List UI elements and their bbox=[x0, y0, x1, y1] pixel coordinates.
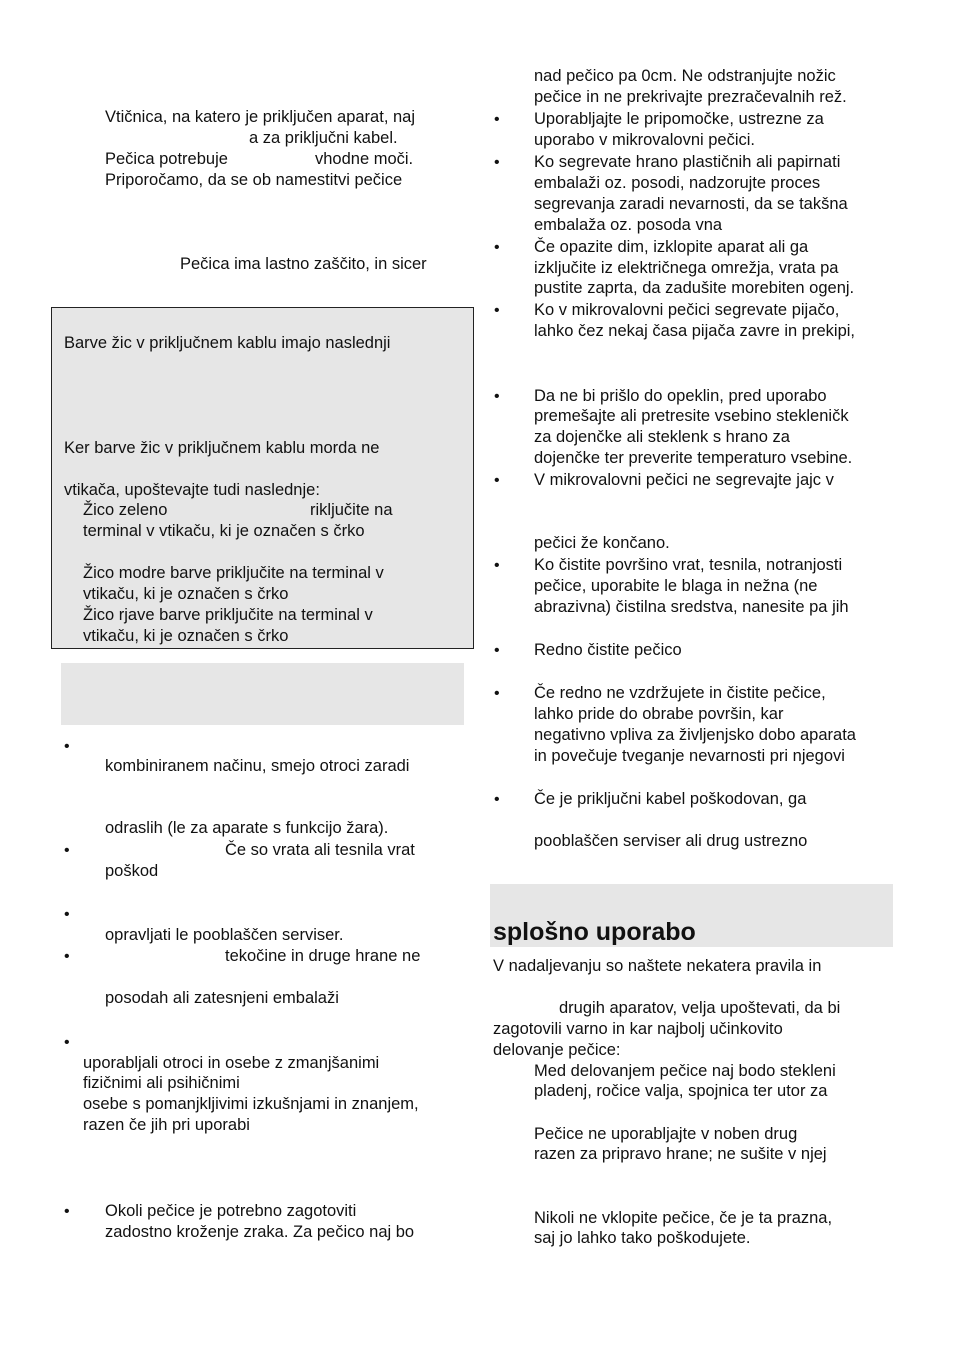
bullet: • bbox=[64, 842, 70, 859]
box-line: riključite na bbox=[310, 501, 393, 519]
list-item-line: Če opazite dim, izklopite aparat ali ga bbox=[534, 238, 809, 256]
box-line: vtikaču, ki je označen s črko bbox=[83, 627, 289, 645]
box-line: Barve žic v priključnem kablu imajo naslednji bbox=[64, 334, 391, 352]
paragraph-line: Pečice ne uporabljajte v noben drug bbox=[534, 1125, 798, 1143]
paragraph-line: vhodne moči. bbox=[315, 150, 414, 168]
list-item-line: fizičnimi ali psihičnimi bbox=[83, 1074, 240, 1092]
list-item-line: odraslih (le za aparate s funkcijo žara). bbox=[105, 819, 389, 837]
paragraph-line: Pečica potrebuje bbox=[105, 150, 228, 168]
paragraph-line: pečice in ne prekrivajte prezračevalnih rež. bbox=[534, 88, 847, 106]
paragraph-line: Pečica ima lastno zaščito, in sicer bbox=[180, 255, 427, 273]
paragraph-line: Nikoli ne vklopite pečice, če je ta prazna, bbox=[534, 1209, 833, 1227]
list-item-line: in povečuje tveganje nevarnosti pri njegovi bbox=[534, 747, 845, 765]
bullet: • bbox=[64, 738, 70, 755]
list-item-line: Ko v mikrovalovni pečici segrevate pijačo, bbox=[534, 301, 840, 319]
bullet: • bbox=[64, 906, 70, 923]
list-item-line: dojenčke ter preverite temperaturo vsebine. bbox=[534, 449, 853, 467]
list-item-line: pečice, uporabite le blaga in nežna (ne bbox=[534, 577, 818, 595]
list-item-line: za dojenčke ali steklenk s hrano za bbox=[534, 428, 790, 446]
box-line: Žico rjave barve priključite na terminal v bbox=[83, 606, 373, 624]
paragraph-line: saj jo lahko tako poškodujete. bbox=[534, 1229, 751, 1247]
bullet: • bbox=[494, 388, 500, 405]
paragraph-line: zagotovili varno in kar najbolj učinkovito bbox=[493, 1020, 783, 1038]
list-item-line: Da ne bi prišlo do opeklin, pred uporabo bbox=[534, 387, 827, 405]
paragraph-line: Priporočamo, da se ob namestitvi pečice bbox=[105, 171, 403, 189]
paragraph-line: nad pečico pa 0cm. Ne odstranjujte nožic bbox=[534, 67, 836, 85]
bullet: • bbox=[494, 472, 500, 489]
list-item-line: zadostno kroženje zraka. Za pečico naj bo bbox=[105, 1223, 415, 1241]
list-item-line: lahko pride do obrabe površin, kar bbox=[534, 705, 784, 723]
paragraph-line: Vtičnica, na katero je priključen aparat, naj bbox=[105, 108, 416, 126]
bullet: • bbox=[64, 1034, 70, 1051]
list-item-line: Če so vrata ali tesnila vrat bbox=[225, 841, 415, 859]
bullet: • bbox=[494, 154, 500, 171]
list-item-line: poškod bbox=[105, 862, 159, 880]
list-item-line: Ko čistite površino vrat, tesnila, notranjosti bbox=[534, 556, 843, 574]
list-item-line: posodah ali zatesnjeni embalaži bbox=[105, 989, 339, 1007]
paragraph-line: a za priključni kabel. bbox=[249, 129, 398, 147]
section-heading-band bbox=[61, 663, 464, 725]
list-item-line: uporabo v mikrovalovni pečici. bbox=[534, 131, 756, 149]
list-item-line: premešajte ali pretresite vsebino stekleničk bbox=[534, 407, 849, 425]
list-item-line: embalaži oz. posodi, nadzorujte proces bbox=[534, 174, 821, 192]
paragraph-line: razen za pripravo hrane; ne sušite v njej bbox=[534, 1145, 827, 1163]
list-item-line: opravljati le pooblaščen serviser. bbox=[105, 926, 344, 944]
bullet: • bbox=[494, 642, 500, 659]
list-item-line: lahko čez nekaj časa pijača zavre in prekipi, bbox=[534, 322, 856, 340]
list-item-line: razen če jih pri uporabi bbox=[83, 1116, 250, 1134]
list-item-line: kombiniranem načinu, smejo otroci zaradi bbox=[105, 757, 410, 775]
list-item-line: pooblaščen serviser ali drug ustrezno bbox=[534, 832, 808, 850]
bullet: • bbox=[494, 557, 500, 574]
list-item-line: Če je priključni kabel poškodovan, ga bbox=[534, 790, 807, 808]
box-line: Žico zeleno bbox=[83, 501, 168, 519]
bullet: • bbox=[64, 948, 70, 965]
list-item-line: negativno vpliva za življenjsko dobo aparata bbox=[534, 726, 856, 744]
paragraph-line: delovanje pečice: bbox=[493, 1041, 621, 1059]
box-line: terminal v vtikaču, ki je označen s črko bbox=[83, 522, 365, 540]
list-item-line: uporabljali otroci in osebe z zmanjšanimi bbox=[83, 1054, 380, 1072]
list-item-line: Uporabljajte le pripomočke, ustrezne za bbox=[534, 110, 824, 128]
list-item-line: izključite iz električnega omrežja, vrata pa bbox=[534, 259, 839, 277]
paragraph-line: Med delovanjem pečice naj bodo stekleni bbox=[534, 1062, 836, 1080]
list-item-line: osebe s pomanjkljivimi izkušnjami in znanjem, bbox=[83, 1095, 419, 1113]
box-line: Žico modre barve priključite na terminal v bbox=[83, 564, 384, 582]
list-item-line: abrazivna) čistilna sredstva, nanesite pa jih bbox=[534, 598, 849, 616]
paragraph-line: V nadaljevanju so naštete nekatera pravila in bbox=[493, 957, 822, 975]
paragraph-line: pladenj, ročice valja, spojnica ter utor za bbox=[534, 1082, 828, 1100]
list-item-line: embalaža oz. posoda vna bbox=[534, 216, 723, 234]
bullet: • bbox=[494, 111, 500, 128]
list-item-line: Če redno ne vzdržujete in čistite pečice, bbox=[534, 684, 826, 702]
bullet: • bbox=[494, 239, 500, 256]
bullet: • bbox=[494, 302, 500, 319]
section-heading: splošno uporabo bbox=[493, 918, 696, 946]
list-item-line: pečici že končano. bbox=[534, 534, 670, 552]
list-item-line: Redno čistite pečico bbox=[534, 641, 682, 659]
list-item-line: tekočine in druge hrane ne bbox=[225, 947, 421, 965]
list-item-line: V mikrovalovni pečici ne segrevajte jajc v bbox=[534, 471, 834, 489]
list-item-line: Ko segrevate hrano plastičnih ali papirnati bbox=[534, 153, 841, 171]
list-item-line: pustite zaprta, da zadušite morebiten ogenj. bbox=[534, 279, 855, 297]
list-item-line: segrevanja zaradi nevarnosti, da se takšna bbox=[534, 195, 848, 213]
bullet: • bbox=[494, 791, 500, 808]
box-line: vtikača, upoštevajte tudi naslednje: bbox=[64, 481, 320, 499]
bullet: • bbox=[64, 1203, 70, 1220]
paragraph-line: drugih aparatov, velja upoštevati, da bi bbox=[559, 999, 841, 1017]
list-item-line: Okoli pečice je potrebno zagotoviti bbox=[105, 1202, 357, 1220]
box-line: Ker barve žic v priključnem kablu morda ne bbox=[64, 439, 380, 457]
box-line: vtikaču, ki je označen s črko bbox=[83, 585, 289, 603]
bullet: • bbox=[494, 685, 500, 702]
